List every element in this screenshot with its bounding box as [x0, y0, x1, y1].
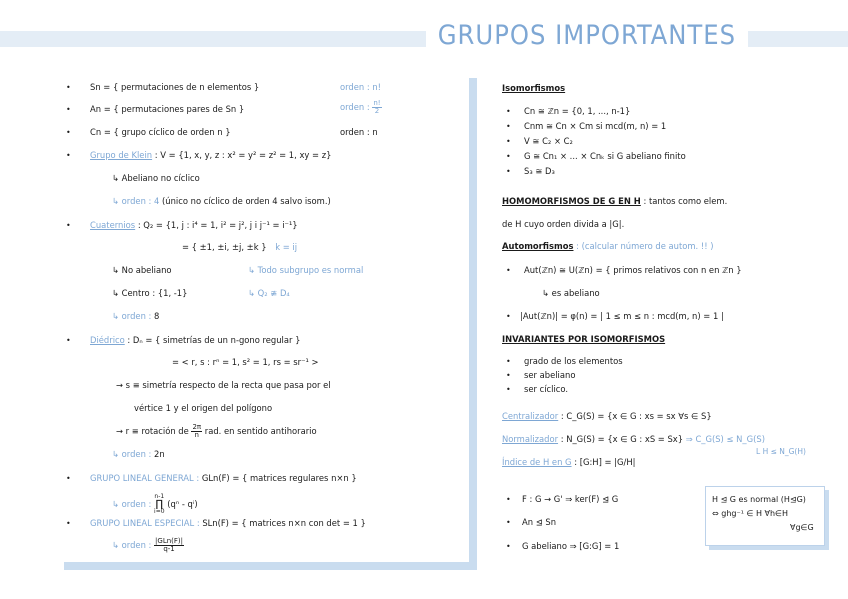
gl-prod-symbol: ∏ — [155, 499, 164, 510]
dih-line-5 — [112, 449, 165, 460]
box-line-2: ⇔ ghg⁻¹ ∈ H ∀h∈H — [712, 509, 789, 518]
homo-text: : tantos como elem. — [643, 196, 728, 206]
index-line — [502, 457, 635, 468]
sl-line — [90, 518, 366, 529]
dih-line-1: = < r, s : rⁿ = 1, s² = 1, rs = sr⁻¹ > — [172, 357, 319, 367]
bullet: • — [506, 266, 511, 275]
klein-line — [90, 150, 331, 161]
quat-line-4 — [112, 311, 159, 322]
bullet: • — [506, 542, 511, 551]
dih-orden: ↳ orden : — [112, 449, 152, 459]
bullet: • — [506, 312, 511, 321]
homo-line — [502, 196, 727, 207]
quat-k-note: k = ij — [275, 242, 298, 252]
an-den: 2 — [374, 107, 380, 115]
bullet: • — [66, 128, 71, 137]
page-title: GRUPOS IMPORTANTES — [426, 18, 748, 54]
dih-line-3: vértice 1 y el origen del polígono — [134, 403, 273, 413]
iso-item-4: S₃ ≅ D₃ — [524, 166, 555, 176]
bullet: • — [506, 385, 511, 394]
cn-text: Cn = { grupo cíclico de orden n } — [90, 127, 231, 137]
bullet: • — [506, 357, 511, 366]
dih-rot-pre: → r ≡ rotación de — [116, 426, 189, 436]
bullet: • — [66, 336, 71, 345]
quat-label: Cuaternios — [90, 220, 136, 230]
gl-line-1 — [112, 494, 198, 515]
gl-text: GLn(F) = { matrices regulares n×n } — [201, 473, 357, 483]
klein-line-1: ↳ Abeliano no cíclico — [112, 173, 200, 183]
auto-title: Automorfismos — [502, 241, 574, 251]
box-line-1: H ⊴ G es normal (H⊴G) — [712, 495, 806, 504]
iso-title: Isomorfismos — [502, 83, 566, 93]
quat-line-2: ↳ No abeliano — [112, 265, 172, 275]
gl-prod-term: (qⁿ - qⁱ) — [167, 499, 198, 509]
sl-line-1 — [112, 538, 184, 553]
box-line-3: ∀g∈G — [790, 523, 814, 532]
norm-note-2: L H ≤ N_G(H) — [756, 447, 806, 456]
dih-rot-post: rad. en sentido antihorario — [204, 426, 317, 436]
auto-line — [502, 241, 714, 252]
klein-orden: ↳ orden : 4 — [112, 196, 160, 206]
bullet: • — [66, 474, 71, 483]
bullet: • — [506, 495, 511, 504]
inv-item-2: ser cíclico. — [524, 384, 569, 394]
aut-item-1b: ↳ es abeliano — [542, 288, 600, 298]
cent-line — [502, 411, 712, 422]
gl-label: GRUPO LINEAL GENERAL : — [90, 473, 200, 483]
bullet: • — [66, 83, 71, 92]
sl-num: |GLn(F)| — [155, 537, 184, 545]
dih-line-2: → s ≡ simetría respecto de la recta que pasa por el — [116, 380, 331, 390]
klein-text: : V = {1, x, y, z : x² = y² = z² = 1, xy = z} — [154, 150, 332, 160]
index-label: Índice de H en G — [502, 457, 572, 467]
cent-text: : C_G(S) = {x ∈ G : xs = sx ∀s ∈ S} — [560, 411, 712, 421]
sl-orden-fraction — [154, 538, 184, 553]
dih-line-4 — [116, 424, 317, 439]
dih-label: Diédrico — [90, 335, 125, 345]
fact-3: G abeliano ⇒ [G:G] = 1 — [522, 541, 620, 551]
norm-label: Normalizador — [502, 434, 559, 444]
bullet: • — [506, 518, 511, 527]
sn-text: Sn = { permutaciones de n elementos } — [90, 82, 260, 92]
an-num: n! — [373, 99, 381, 107]
klein-label: Grupo de Klein — [90, 150, 153, 160]
bullet: • — [506, 152, 511, 161]
bullet: • — [506, 137, 511, 146]
sl-den: q-1 — [163, 545, 175, 553]
an-orden — [340, 100, 382, 115]
bullet: • — [506, 371, 511, 380]
norm-note: ⇒ C_G(S) ≤ N_G(S) — [685, 434, 765, 444]
quat-text: : Q₂ = {1, j : i⁴ = 1, i² = j², j i j⁻¹ = i⁻¹} — [137, 220, 298, 230]
iso-item-3: G ≅ Cn₁ × ... × Cnₖ si G abeliano finito — [524, 151, 686, 161]
quat-normal-note: ↳ Todo subgrupo es normal — [248, 265, 364, 275]
gl-prod-sub: i=0 — [154, 508, 165, 515]
gl-prod-sup: n-1 — [154, 493, 165, 500]
norm-line — [502, 434, 765, 445]
bullet: • — [66, 519, 71, 528]
sl-orden: ↳ orden : — [112, 540, 152, 550]
quat-d4-note: ↳ Q₂ ≇ D₄ — [248, 288, 290, 298]
an-orden-label: orden : — [340, 102, 370, 112]
dih-orden-value: 2n — [154, 449, 165, 459]
klein-line-2 — [112, 196, 331, 207]
inv-item-1: ser abeliano — [524, 370, 576, 380]
cn-orden: orden : n — [340, 127, 378, 137]
sn-orden: orden : n! — [340, 82, 382, 92]
quat-orden: ↳ orden : — [112, 311, 152, 321]
quat-line-1 — [182, 242, 297, 253]
bullet: • — [506, 122, 511, 131]
inv-title: INVARIANTES POR ISOMORFISMOS — [502, 334, 666, 344]
dih-rot-fraction — [191, 424, 202, 439]
iso-item-0: Cn ≅ ℤn = {0, 1, ..., n-1} — [524, 106, 631, 116]
gl-orden: ↳ orden : — [112, 499, 152, 509]
bullet: • — [506, 167, 511, 176]
sl-text: SLn(F) = { matrices n×n con det = 1 } — [202, 518, 366, 528]
aut-item-2: |Aut(ℤn)| = φ(n) = | 1 ≤ m ≤ n : mcd(m, n) = 1 | — [520, 311, 724, 321]
inv-item-0: grado de los elementos — [524, 356, 623, 366]
bullet: • — [506, 107, 511, 116]
quat-line-3: ↳ Centro : {1, -1} — [112, 288, 188, 298]
homo-line-2: de H cuyo orden divida a |G|. — [502, 219, 625, 229]
aut-item-1: Aut(ℤn) ≅ U(ℤn) = { primos relativos con n en ℤn } — [524, 265, 742, 275]
an-orden-fraction — [372, 100, 381, 115]
dih-rot-den: n — [194, 431, 199, 439]
sl-label: GRUPO LINEAL ESPECIAL : — [90, 518, 200, 528]
an-text: An = { permutaciones pares de Sn } — [90, 104, 245, 114]
auto-hint: : (calcular número de autom. !! ) — [576, 241, 714, 251]
iso-item-1: Cnm ≅ Cn × Cm si mcd(m, n) = 1 — [524, 121, 667, 131]
index-text: : [G:H] = |G/H| — [574, 457, 636, 467]
dih-text: : Dₙ = { simetrías de un n-gono regular } — [127, 335, 301, 345]
quat-orden-value: 8 — [154, 311, 160, 321]
sn-line — [90, 82, 259, 93]
klein-note: (único no cíclico de orden 4 salvo isom.) — [162, 196, 331, 206]
quat-elements: = { ±1, ±i, ±j, ±k } — [182, 242, 267, 252]
bullet: • — [66, 151, 71, 160]
fact-1: F : G → G' ⇒ ker(F) ⊴ G — [522, 494, 619, 504]
fact-2: An ⊴ Sn — [522, 517, 557, 527]
bullet: • — [66, 221, 71, 230]
gl-line — [90, 473, 357, 484]
gl-product — [154, 494, 165, 515]
dih-line — [90, 335, 300, 346]
cent-label: Centralizador — [502, 411, 559, 421]
bullet: • — [66, 105, 71, 114]
dih-rot-num: 2π — [192, 423, 202, 431]
homo-title: HOMOMORFISMOS DE G EN H — [502, 196, 641, 206]
quat-line — [90, 220, 298, 231]
norm-text: : N_G(S) = {x ∈ G : xS = Sx} — [560, 434, 684, 444]
iso-item-2: V ≅ C₂ × C₂ — [524, 136, 573, 146]
